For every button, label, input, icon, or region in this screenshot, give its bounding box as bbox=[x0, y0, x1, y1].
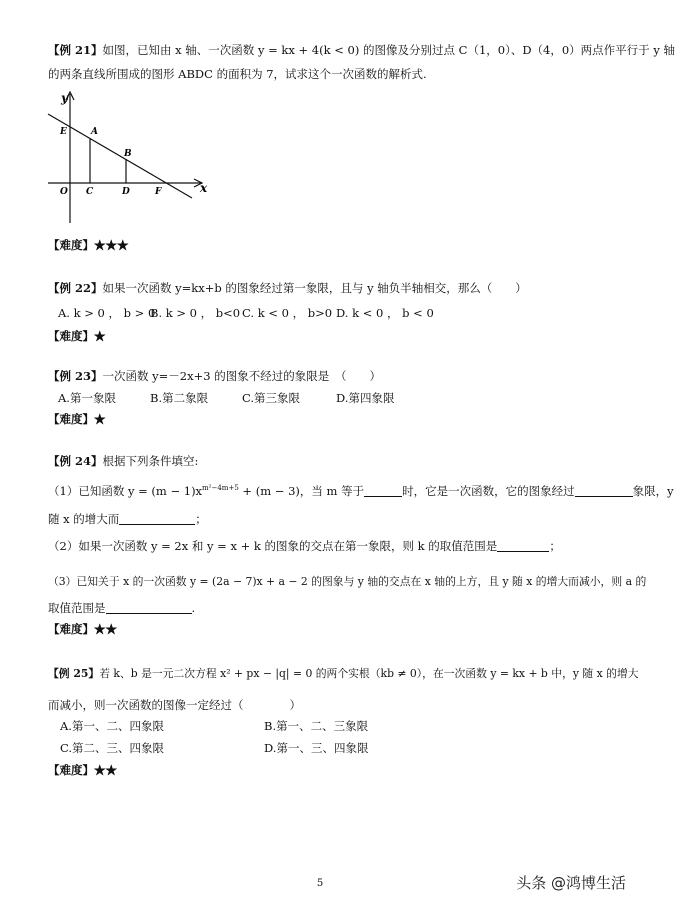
ex23-line1 bbox=[48, 368, 381, 384]
ex22-label: 【例 22】 bbox=[48, 281, 103, 295]
ex24-label: 【例 24】 bbox=[48, 454, 103, 468]
ex24-q2-part-b: ； bbox=[549, 539, 561, 553]
ex23-option-b: B.第二象限 bbox=[150, 391, 209, 405]
point-e-label: E bbox=[60, 127, 67, 137]
ex25-option-b: B.第一、二、三象限 bbox=[264, 719, 369, 733]
ex22-option-c: C. k < 0 ， b>0 bbox=[242, 306, 333, 320]
ex25-text1: 若 k、b 是一元二次方程 x² + px − |q| = 0 的两个实根（kb ≠ 0），在一次函数 y = kx + b 中，y 随 x 的增大 bbox=[99, 667, 639, 680]
ex24-q3-part-c: . bbox=[191, 601, 196, 615]
ex22-option-a: A. k > 0 ， b > 0 bbox=[58, 306, 156, 320]
ex22-line1 bbox=[48, 280, 527, 296]
ex24-q3-line1: （3）已知关于 x 的一次函数 y = (2a − 7)x + a − 2 的图象与 y 轴的交点在 x 轴的上方，且 y 随 x 的增大而减小，则 a 的 bbox=[48, 575, 647, 588]
ex22-option-d: D. k < 0 ， b < 0 bbox=[336, 306, 434, 320]
ex21-label: 【例 21】 bbox=[48, 43, 103, 57]
ex24-q1-part-b: + (m − 3)，当 m 等于 bbox=[238, 484, 365, 498]
ex25-label: 【例 25】 bbox=[48, 667, 100, 680]
ex24-difficulty-stars: ★★ bbox=[94, 622, 117, 636]
ex24-q1-line1 bbox=[48, 480, 674, 499]
y-axis-label: y bbox=[61, 91, 68, 105]
ex24-q3-line2 bbox=[48, 600, 195, 616]
page-number: 5 bbox=[316, 878, 324, 889]
ex24-line1 bbox=[48, 453, 198, 469]
ex24-difficulty-label: 【难度】 bbox=[48, 622, 94, 636]
ex24-q1-exponent: m²−4m+5 bbox=[202, 484, 239, 492]
ex21-figure bbox=[44, 88, 214, 228]
point-b-label: B bbox=[124, 149, 132, 159]
ex24-q3-blank-a[interactable] bbox=[106, 601, 192, 614]
ex21-difficulty-label: 【难度】 bbox=[48, 238, 94, 252]
ex21-difficulty-stars: ★★★ bbox=[94, 238, 129, 252]
ex22-difficulty-label: 【难度】 bbox=[48, 329, 94, 343]
ex25-line1 bbox=[48, 666, 639, 682]
ex23-difficulty-stars: ★ bbox=[94, 412, 106, 426]
ex24-q1-blank-trend[interactable] bbox=[119, 512, 195, 525]
x-axis-label: x bbox=[200, 181, 208, 195]
ex24-q1-part-f: ； bbox=[195, 512, 207, 526]
ex25-line2: 而减小，则一次函数的图像一定经过（ ） bbox=[48, 698, 301, 712]
ex21-text1: 如图，已知由 x 轴、一次函数 y = kx + 4(k < 0) 的图像及分别过点 C（1，0）、D（4，0）两点作平行于 y 轴 bbox=[102, 43, 675, 57]
ex23-label: 【例 23】 bbox=[48, 369, 103, 383]
ex24-q2-line bbox=[48, 538, 561, 554]
ex23-option-a: A.第一象限 bbox=[58, 391, 116, 405]
point-d-label: D bbox=[122, 187, 130, 197]
point-c-label: C bbox=[86, 187, 94, 197]
ex25-difficulty-stars: ★★ bbox=[94, 763, 117, 777]
ex24-intro: 根据下列条件填空: bbox=[102, 454, 199, 468]
ex23-difficulty bbox=[48, 411, 106, 427]
ex23-option-d: D.第四象限 bbox=[336, 391, 395, 405]
ex25-difficulty bbox=[48, 762, 117, 778]
ex22-difficulty bbox=[48, 328, 106, 344]
ex21-difficulty bbox=[48, 237, 129, 253]
point-a-label: A bbox=[91, 127, 98, 137]
ex22-option-b: B. k > 0 ， b<0 bbox=[150, 306, 241, 320]
ex24-q1-part-c: 时，它是一次函数，它的图象经过 bbox=[402, 484, 575, 498]
ex23-difficulty-label: 【难度】 bbox=[48, 412, 94, 426]
ex25-difficulty-label: 【难度】 bbox=[48, 763, 94, 777]
watermark: 头条 @鸿博生活 bbox=[516, 874, 626, 892]
ex24-q1-part-e: 随 x 的增大而 bbox=[48, 512, 120, 526]
ex24-q1-part-d: 象限，y bbox=[632, 484, 674, 498]
ex25-option-d: D.第一、三、四象限 bbox=[264, 741, 369, 755]
ex24-q1-blank-m[interactable] bbox=[364, 484, 402, 497]
ex24-q2-part-a: （2）如果一次函数 y = 2x 和 y = x + k 的图象的交点在第一象限，则 k 的取值范围是 bbox=[48, 539, 498, 553]
ex21-line1 bbox=[48, 42, 675, 58]
ex23-text1: 一次函数 y=－2x+3 的图象不经过的象限是 （ ） bbox=[102, 369, 381, 383]
ex23-option-c: C.第三象限 bbox=[242, 391, 301, 405]
point-f-label: F bbox=[155, 187, 162, 197]
ex25-option-c: C.第二、三、四象限 bbox=[60, 741, 165, 755]
ex24-difficulty bbox=[48, 621, 117, 637]
ex24-q1-blank-quadrant[interactable] bbox=[575, 484, 633, 497]
ex22-difficulty-stars: ★ bbox=[94, 329, 106, 343]
point-o-label: O bbox=[60, 187, 68, 197]
ex24-q1-part-a: （1）已知函数 y = (m − 1)x bbox=[48, 484, 203, 498]
ex25-option-a: A.第一、二、四象限 bbox=[60, 719, 164, 733]
ex24-q1-line2 bbox=[48, 511, 207, 527]
ex21-line2: 的两条直线所围成的图形 ABDC 的面积为 7，试求这个一次函数的解析式. bbox=[48, 67, 427, 81]
ex24-q2-blank-k[interactable] bbox=[497, 539, 549, 552]
ex24-q3-part-b: 取值范围是 bbox=[48, 601, 106, 615]
ex22-text1: 如果一次函数 y=kx+b 的图象经过第一象限，且与 y 轴负半轴相交，那么（ ） bbox=[102, 281, 527, 295]
